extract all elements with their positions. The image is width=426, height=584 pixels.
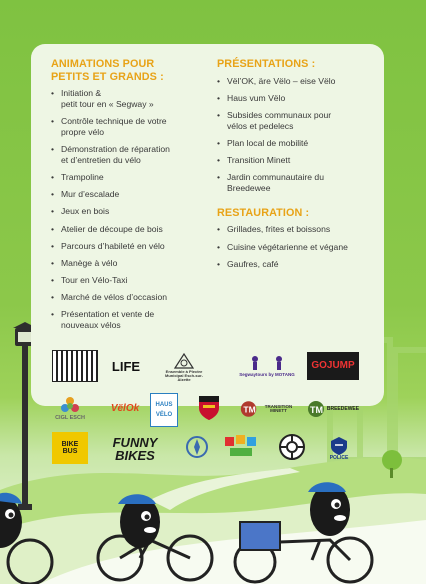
list-item: • Grillades, frites et boissons bbox=[217, 224, 377, 235]
tm-emblem-icon bbox=[240, 399, 257, 419]
list-item: • Mur d’escalade bbox=[51, 189, 211, 200]
animations-heading bbox=[51, 58, 211, 83]
cigl-flower-icon bbox=[60, 396, 80, 416]
list-item: • Initiation & petit tour en « Segway » bbox=[51, 88, 211, 110]
logo-ensemble-plectre: Ensemble à Plectre Municipal Esch-sur-Alzette bbox=[160, 350, 208, 384]
logo-striped-box bbox=[52, 350, 98, 382]
list-item: • Manège à vélo bbox=[51, 258, 211, 269]
list-item: • Cuisine végétarienne et végane bbox=[217, 242, 377, 253]
list-item: • Trampoline bbox=[51, 172, 211, 183]
scout-emblem-icon bbox=[184, 434, 210, 460]
gear-icon bbox=[278, 433, 306, 461]
presentations-column bbox=[217, 58, 377, 276]
logo-transition-minett: TM TRANSITION MINETT bbox=[240, 396, 298, 422]
logo-gear-circle bbox=[277, 432, 307, 462]
logo-bike-bus: BIKE BUS bbox=[52, 432, 88, 464]
cyclists-illustration bbox=[0, 470, 426, 584]
cyclist-left bbox=[0, 493, 52, 584]
cyclist-middle bbox=[98, 494, 212, 580]
logo-esch-coat-of-arms bbox=[197, 392, 221, 422]
list-item: • Plan local de mobilité bbox=[217, 138, 377, 149]
logo-breedewee: TM BREEDEWEE bbox=[305, 396, 361, 422]
segway-icon bbox=[247, 355, 287, 373]
list-item: • Transition Minett bbox=[217, 155, 377, 166]
list-item: • Jardin communautaire du Breedewee bbox=[217, 172, 377, 194]
presentations-heading: PRÉSENTATIONS : bbox=[217, 58, 316, 70]
list-item: • Atelier de découpe de bois bbox=[51, 224, 211, 235]
logo-velok: VëlOk bbox=[110, 403, 140, 414]
list-item: • Subsides communaux pour vélos et pedelecs bbox=[217, 110, 377, 132]
list-item: • Contrôle technique de votre propre vélo bbox=[51, 116, 211, 138]
restauration-heading: RESTAURATION : bbox=[217, 206, 310, 219]
restauration-list bbox=[217, 224, 377, 269]
animations-heading-line2: PETITS ET GRANDS : bbox=[51, 70, 164, 83]
list-item: • Parcours d’habileté en vélo bbox=[51, 241, 211, 252]
animations-list bbox=[51, 88, 211, 331]
police-badge-icon bbox=[329, 436, 349, 456]
logo-gojump: GOJUMP bbox=[307, 352, 359, 380]
animations-heading-line1: ANIMATIONS POUR bbox=[51, 58, 155, 70]
logo-police: POLICE bbox=[326, 432, 352, 464]
presentations-list bbox=[217, 76, 377, 194]
list-item: • Vël’OK, äre Vëlo – eise Vëlo bbox=[217, 76, 377, 87]
breedewee-emblem-icon bbox=[307, 400, 325, 418]
cyclist-right-cargo bbox=[235, 482, 372, 582]
music-emblem-icon bbox=[173, 352, 195, 370]
logo-colorful-group bbox=[222, 432, 260, 460]
list-item: • Haus vum Vëlo bbox=[217, 93, 377, 104]
colorful-emblem-icon bbox=[223, 433, 259, 459]
logo-segway-tours: Segwaytours by MOTANG bbox=[238, 350, 296, 382]
logo-haus-vum-velo: HAUS VËLO bbox=[150, 393, 178, 427]
svg-text:TM: TM bbox=[309, 405, 323, 415]
list-item: • Tour en Vélo-Taxi bbox=[51, 275, 211, 286]
list-item: • Présentation et vente de nouveaux vélos bbox=[51, 309, 211, 331]
coat-of-arms-icon bbox=[197, 392, 221, 422]
animations-column bbox=[51, 58, 211, 337]
list-item: • Gaufres, café bbox=[217, 259, 377, 270]
logo-life: LIFE bbox=[111, 358, 141, 374]
list-item: • Jeux en bois bbox=[51, 206, 211, 217]
svg-text:TM: TM bbox=[243, 404, 256, 415]
logo-scouts bbox=[182, 432, 212, 462]
list-item: • Démonstration de réparation et d’entretien du vélo bbox=[51, 144, 211, 166]
logo-cigl-esch: CIGL ESCH bbox=[52, 392, 88, 426]
logo-funny-bikes: FUNNY BIKES bbox=[112, 435, 158, 463]
list-item: • Marché de vélos d’occasion bbox=[51, 292, 211, 303]
